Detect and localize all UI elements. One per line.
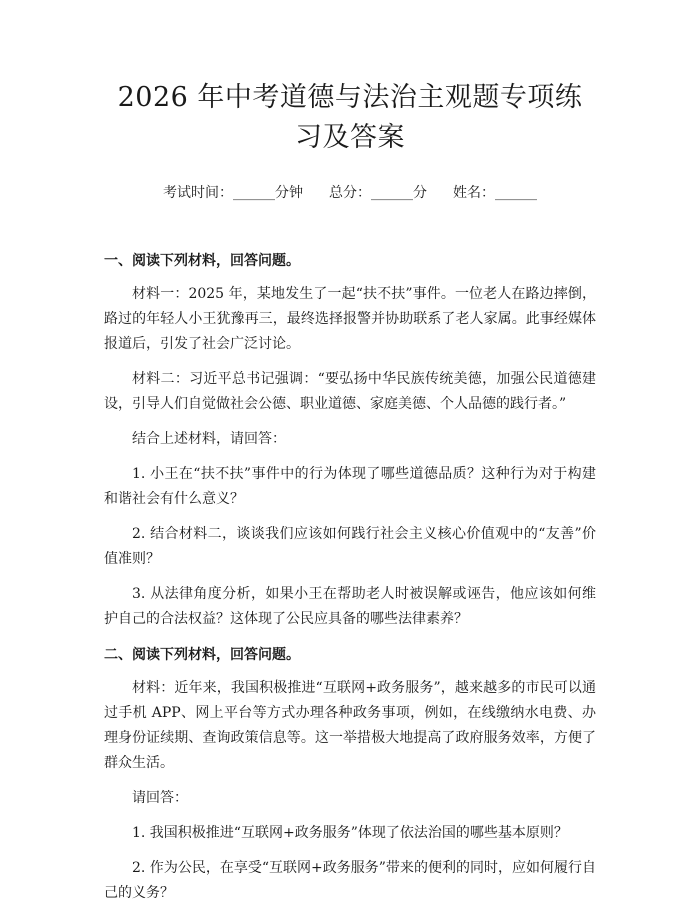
student-name-blank: ______ <box>495 185 537 201</box>
section-1-question-3: 3. 从法律角度分析，如果小王在帮助老人时被误解或诬告，他应该如何维护自己的合法权益？这体现了公民应具备的哪些法律素养？ <box>104 586 596 627</box>
section-1-material-1: 材料一：2025 年，某地发生了一起“扶不扶”事件。一位老人在路边摔倒，路过的年轻人小王犹豫再三，最终选择报警并协助联系了老人家属。此事经媒体报道后，引发了社会广泛讨论。 <box>104 286 596 352</box>
total-score-label: 总分： <box>329 185 371 201</box>
total-score-unit: 分 <box>413 185 427 201</box>
student-name-label: 姓名： <box>453 185 495 201</box>
section-1-question-1: 1. 小王在“扶不扶”事件中的行为体现了哪些道德品质？这种行为对于构建和谐社会有什么意义？ <box>104 466 596 507</box>
exam-time-label: 考试时间： <box>163 185 233 201</box>
exam-time-unit: 分钟 <box>275 185 303 201</box>
section-2-prompt: 请回答： <box>132 790 188 806</box>
section-1-question-2: 2. 结合材料二，谈谈我们应该如何践行社会主义核心价值观中的“友善”价值准则？ <box>104 526 596 567</box>
section-2-question-1: 1. 我国积极推进“互联网+政务服务”体现了依法治国的哪些基本原则？ <box>132 825 568 841</box>
section-2-question-2: 2. 作为公民，在享受“互联网+政务服务”带来的便利的同时，应如何履行自己的义务？ <box>104 860 596 901</box>
section-2-heading: 二、阅读下列材料，回答问题。 <box>104 647 300 663</box>
exam-time-blank: ______ <box>233 185 275 201</box>
section-2-material: 材料：近年来，我国积极推进“互联网+政务服务”，越来越多的市民可以通过手机 APP、网上平台等方式办理各种政务事项，例如，在线缴纳水电费、办理身份证续期、查询政策信息等。这一举措极大地提高了政府服务效率，方便了群众生活。 <box>104 680 596 771</box>
exam-info-line <box>104 182 596 204</box>
section-1-heading: 一、阅读下列材料，回答问题。 <box>104 253 300 269</box>
document-title: 2026 年中考道德与法治主观题专项练习及答案 <box>117 82 583 153</box>
section-1-prompt: 结合上述材料，请回答： <box>132 431 286 447</box>
total-score-blank: ______ <box>371 185 413 201</box>
section-1-material-2: 材料二：习近平总书记强调：“要弘扬中华民族传统美德，加强公民道德建设，引导人们自觉做社会公德、职业道德、家庭美德、个人品德的践行者。” <box>104 371 596 412</box>
